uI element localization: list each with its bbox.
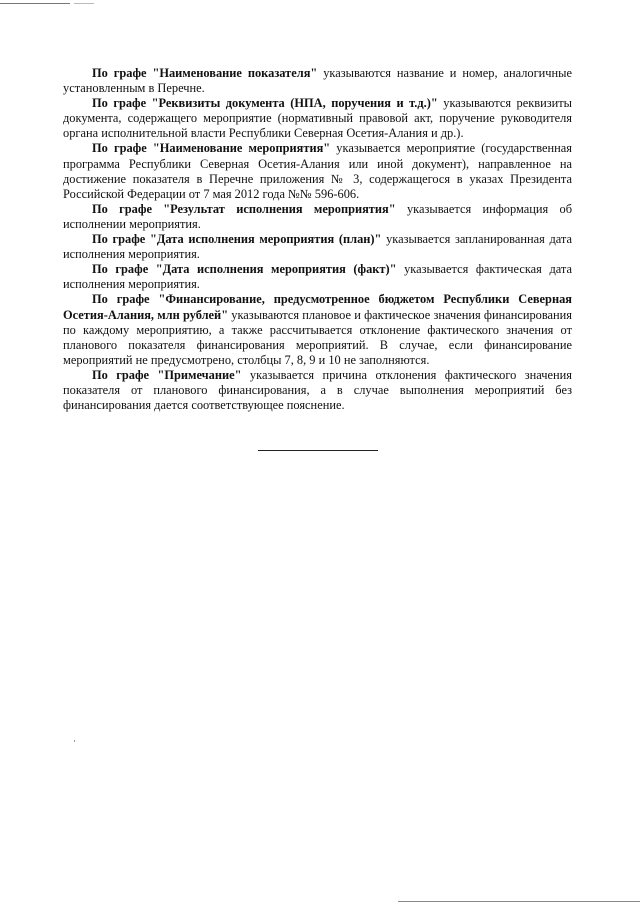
paragraph-heading: По графе "Дата исполнения мероприятия (факт)" [92,262,397,277]
paragraph-text: указывается причина отклонения фактического значения показателя от планового финансирования, а в случае выполнения мероприятий без финансирования дается соответствующее пояснение. [63,367,572,413]
paragraph-heading: По графе "Результат исполнения мероприятия" [92,201,396,216]
scan-edge-mark [74,3,94,4]
paragraph-date-plan [63,232,572,262]
paragraph-financing [63,292,572,367]
paragraph-heading: По графе "Реквизиты документа (НПА, поручения и т.д.)" [92,96,438,111]
paragraph-heading: По графе "Финансирование, предусмотренное бюджетом Республики Северная Осетия-Алания, млн рублей" [63,292,572,322]
paragraph-text: указывается мероприятие (государственная программа Республики Северная Осетия-Алания или иной документ), направленное на достижение показателя в Перечне приложения № 3, содержащегося в указах Президента Российской Федерации от 7 мая 2012 года №№ 596-606. [63,141,572,201]
paragraph-measure-name [63,141,572,201]
scan-edge-mark [398,901,640,902]
end-of-text-rule [258,450,378,451]
scan-edge-mark [0,3,70,4]
paragraph-document-details [63,96,572,141]
paragraph-heading: По графе "Примечание" [92,367,242,382]
paragraph-heading: По графе "Наименование показателя" [92,66,318,80]
document-body [63,66,572,413]
paragraph-text: указывается информация об исполнении мероприятия. [63,201,573,231]
paragraph-text: указывается фактическая дата исполнения мероприятия. [63,262,572,292]
scan-speck [74,740,75,742]
paragraph-measure-result [63,202,572,232]
paragraph-heading: По графе "Дата исполнения мероприятия (план)" [92,232,382,247]
paragraph-text: указываются название и номер, аналогичные установленным в Перечне. [63,66,572,96]
paragraph-date-fact [63,262,572,292]
paragraph-text: указывается запланированная дата исполнения мероприятия. [63,232,572,262]
paragraph-heading: По графе "Наименование мероприятия" [92,141,331,156]
paragraph-text: указываются плановое и фактическое значения финансирования по каждому мероприятию, а также рассчитывается отклонение фактического значения от планового показателя финансирования мероприятий. В случае, если финансирование мероприятий не предусмотрено, столбцы 7, 8, 9 и 10 не заполняются. [63,307,572,367]
paragraph-indicator-name [63,66,572,96]
paragraph-note [63,368,572,413]
paragraph-text: указываются реквизиты документа, содержащего мероприятие (нормативный правовой акт, поручение руководителя органа исполнительной власти Республики Северная Осетия-Алания и др.). [63,96,573,141]
